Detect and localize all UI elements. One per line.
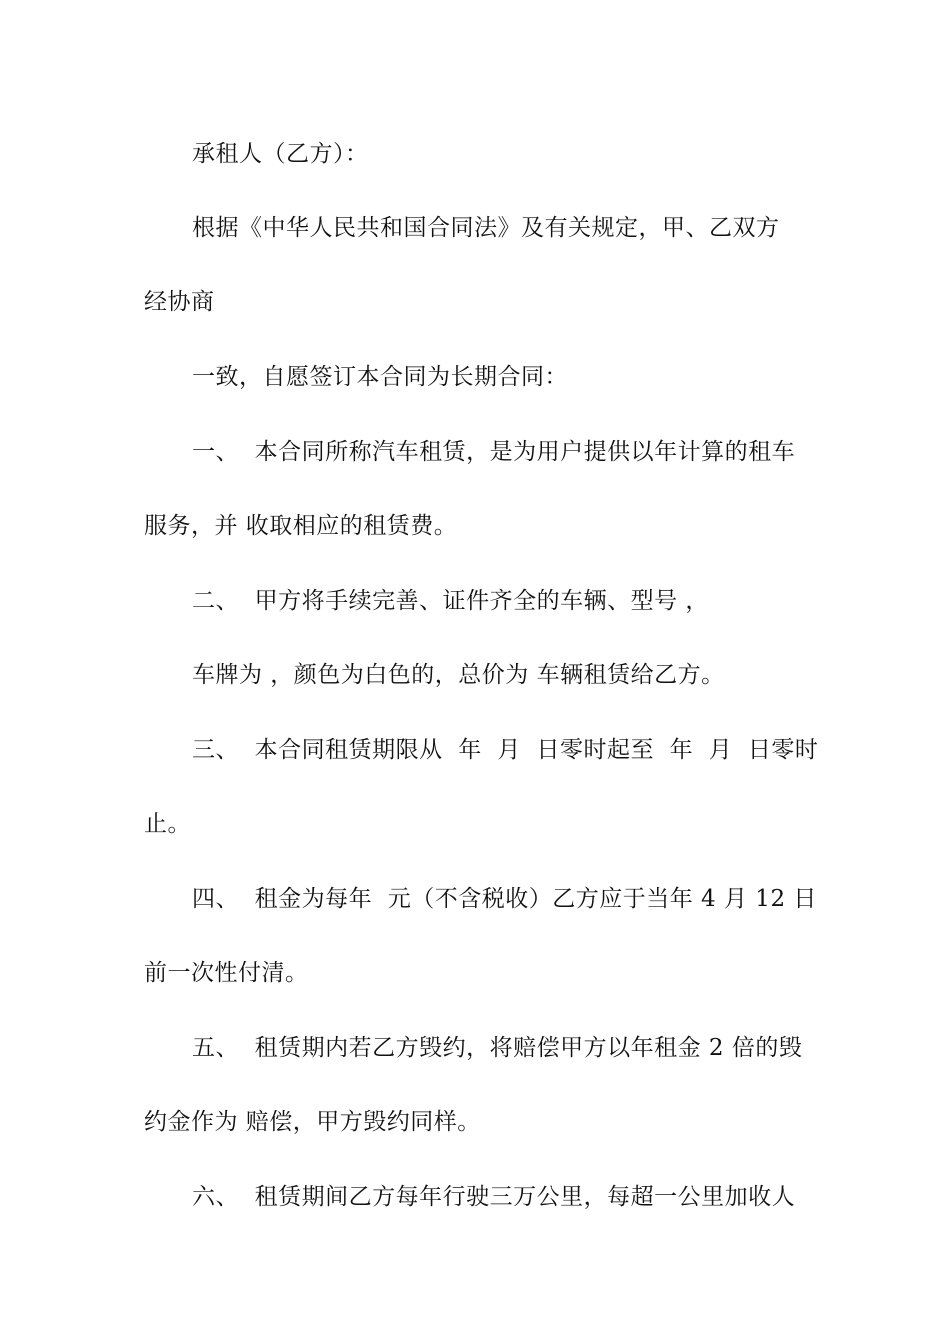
paragraph-line: 经协商 — [144, 289, 215, 315]
clause-5-line: 约金作为 赔偿，甲方毁约同样。 — [144, 1109, 481, 1135]
paragraph-line: 一致，自愿签订本合同为长期合同： — [192, 364, 568, 390]
clause-3-line: 三、 本合同租赁期限从 年 月 日零时起至 年 月 日零时 — [192, 737, 819, 763]
paragraph-line: 根据《中华人民共和国合同法》及有关规定，甲、乙双方 — [192, 215, 780, 241]
clause-2-line: 车牌为 ，颜色为白色的，总价为 车辆租赁给乙方。 — [192, 662, 725, 688]
clause-1-line: 服务，并 收取相应的租赁费。 — [144, 513, 458, 539]
clause-2-line: 二、 甲方将手续完善、证件齐全的车辆、型号 ， — [192, 588, 709, 614]
lessee-label: 承租人（乙方）： — [192, 141, 369, 167]
clause-5-line: 五、 租赁期内若乙方毁约，将赔偿甲方以年租金 2 倍的毁 — [192, 1035, 803, 1061]
clause-6-line: 六、 租赁期间乙方每年行驶三万公里，每超一公里加收人 — [192, 1184, 796, 1210]
clause-4-line: 前一次性付清。 — [144, 960, 309, 986]
clause-3-line: 止。 — [144, 811, 191, 837]
clause-1-line: 一、 本合同所称汽车租赁，是为用户提供以年计算的租车 — [192, 439, 796, 465]
clause-4-line: 四、 租金为每年 元（不含税收）乙方应于当年 4 月 12 日 — [192, 886, 817, 912]
